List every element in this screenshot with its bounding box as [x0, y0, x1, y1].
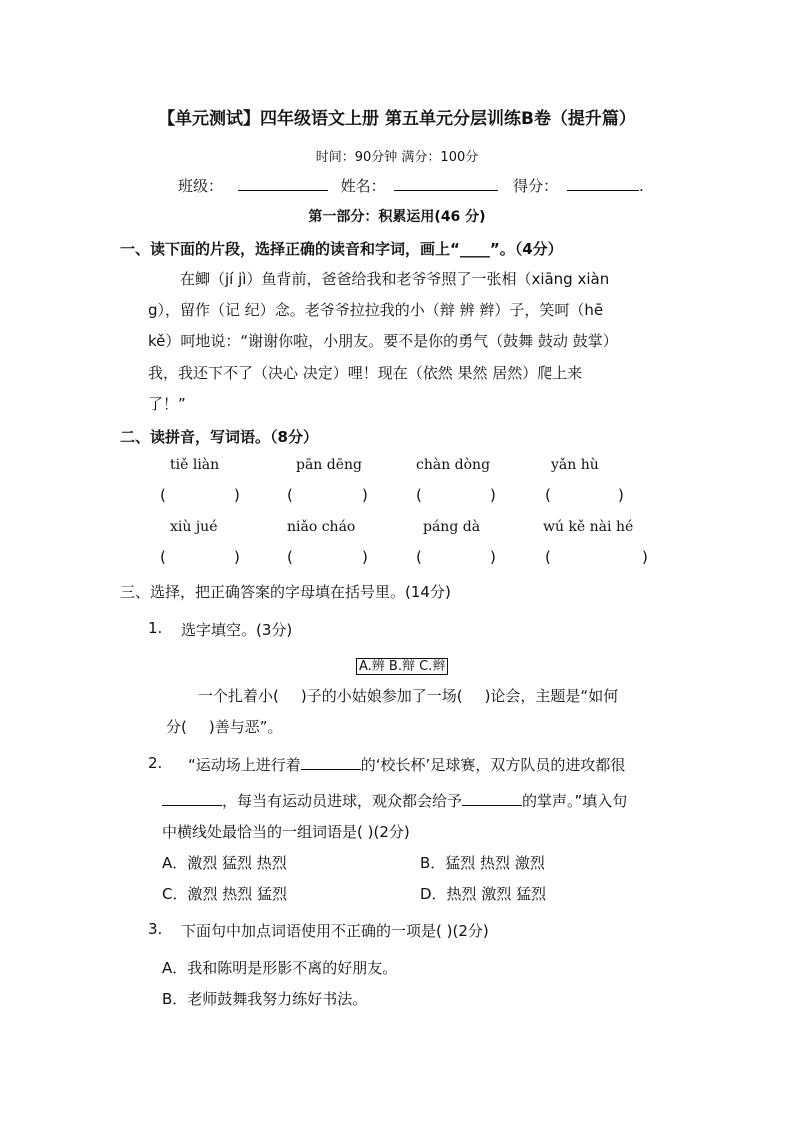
sentence-part: )善与恶”。: [208, 718, 283, 736]
sentence-part: “运动场上进行着: [188, 756, 301, 774]
q3-sub3-number: 3.: [148, 920, 163, 938]
q3-sub1-sentence-cont: [166, 716, 282, 737]
char-options-box: [356, 655, 448, 674]
pinyin-item: niǎo cháo: [287, 519, 356, 535]
answer-paren-close: ): [362, 548, 368, 566]
pinyin-item: páng dà: [423, 519, 481, 535]
name-field[interactable]: [394, 176, 498, 191]
answer-paren-close: ): [642, 548, 648, 566]
name-label: 姓名：: [340, 177, 386, 195]
sentence-part: 的‘校长杯’足球赛，双方队员的进攻都很: [360, 756, 626, 774]
answer-paren-close: ): [362, 486, 368, 504]
pinyin-item: chàn dòng: [416, 457, 491, 473]
answer-blank[interactable]: [301, 757, 361, 770]
answer-blank[interactable]: [557, 486, 617, 504]
answer-paren-close: ): [618, 486, 624, 504]
answer-blank[interactable]: [557, 548, 637, 566]
answer-blank[interactable]: [428, 548, 488, 566]
q3-sub1-sentence: [198, 685, 618, 706]
answer-paren-open: (: [416, 486, 422, 504]
option-a[interactable]: A．我和陈明是形影不离的好朋友。: [162, 959, 398, 977]
q2-heading: 二、读拼音，写词语。（8分）: [120, 428, 318, 446]
answer-blank[interactable]: [462, 793, 522, 806]
q3-sub1-number: 1.: [148, 619, 163, 637]
q1-line: 了！”: [148, 395, 186, 413]
exam-time-score: 时间：90分钟 满分：100分: [315, 150, 479, 165]
class-field[interactable]: [238, 176, 328, 191]
q3-sub2-number: 2.: [148, 754, 163, 772]
q1-line: 我，我还下不了（决心 决定）哩！现在（依然 果然 居然）爬上来: [148, 364, 583, 382]
answer-blank[interactable]: [172, 486, 232, 504]
option-b[interactable]: B．猛烈 热烈 激烈: [420, 854, 545, 872]
answer-paren-close: ): [490, 486, 496, 504]
q1-line: kě）呵地说：“谢谢你啦，小朋友。要不是你的勇气（鼓舞 鼓动 鼓掌）: [148, 332, 618, 350]
pinyin-item: yǎn hù: [551, 457, 599, 473]
option-b[interactable]: B．老师鼓舞我努力练好书法。: [162, 990, 368, 1008]
option-c[interactable]: C．激烈 热烈 猛烈: [162, 885, 288, 903]
class-label: 班级：: [178, 177, 224, 195]
sentence-part: )子的小姑娘参加了一场(: [300, 687, 463, 705]
q3-sub1-text: 选字填空。(3分): [181, 621, 293, 639]
part1-title: 第一部分：积累运用(46 分): [308, 209, 486, 225]
pinyin-item: xiù jué: [170, 519, 218, 535]
score-label: 得分：: [513, 177, 559, 195]
char-options: A.辨 B.辩 C.辫: [356, 658, 448, 675]
score-field[interactable]: [567, 176, 639, 191]
answer-blank[interactable]: [299, 548, 359, 566]
answer-blank[interactable]: [162, 793, 222, 806]
answer-blank[interactable]: [428, 486, 488, 504]
q1-line: 在鲫（jí jì）鱼背前，爸爸给我和老爷爷照了一张相（xiāng xiàn: [180, 270, 610, 288]
student-info-row: 班级： 姓名： 得分： .: [178, 177, 644, 195]
page-title: 【单元测试】四年级语文上册 第五单元分层训练B卷（提升篇）: [158, 109, 636, 129]
answer-paren-open: (: [160, 486, 166, 504]
answer-paren-open: (: [545, 548, 551, 566]
answer-paren-open: (: [287, 486, 293, 504]
option-a[interactable]: A．激烈 猛烈 热烈: [162, 854, 287, 872]
answer-paren-open: (: [545, 486, 551, 504]
answer-paren-open: (: [416, 548, 422, 566]
pinyin-item: tiě liàn: [170, 457, 220, 473]
q3-sub2-line: [188, 754, 625, 775]
q3-sub3-text: 下面句中加点词语使用不正确的一项是( )(2分): [181, 922, 489, 940]
sentence-part: 的掌声。”填入句: [522, 792, 628, 810]
q3-sub2-line: 中横线处最恰当的一组词语是( )(2分): [162, 823, 410, 841]
q1-line: g），留作（记 纪）念。老爷爷拉拉我的小（辩 辨 辫）子，笑呵（hē: [148, 301, 604, 319]
answer-blank[interactable]: [299, 486, 359, 504]
pinyin-item: pān dēng: [296, 457, 363, 473]
pinyin-item: wú kě nài hé: [543, 519, 634, 535]
q1-heading: 一、读下面的片段，选择正确的读音和字词，画上“____”。（4分）: [120, 240, 563, 258]
sentence-part: ，每当有运动员进球，观众都会给予: [222, 792, 463, 810]
answer-blank[interactable]: [172, 548, 232, 566]
option-d[interactable]: D．热烈 激烈 猛烈: [420, 885, 547, 903]
sentence-part: 一个扎着小(: [198, 687, 279, 705]
answer-paren-open: (: [287, 548, 293, 566]
q3-sub2-line: [162, 790, 627, 811]
answer-paren-close: ): [234, 548, 240, 566]
q3-heading: 三、选择，把正确答案的字母填在括号里。(14分): [120, 583, 451, 601]
answer-paren-close: ): [234, 486, 240, 504]
sentence-part: 分(: [166, 718, 187, 736]
answer-paren-open: (: [160, 548, 166, 566]
sentence-part: )论会，主题是“如何: [484, 687, 619, 705]
answer-paren-close: ): [490, 548, 496, 566]
